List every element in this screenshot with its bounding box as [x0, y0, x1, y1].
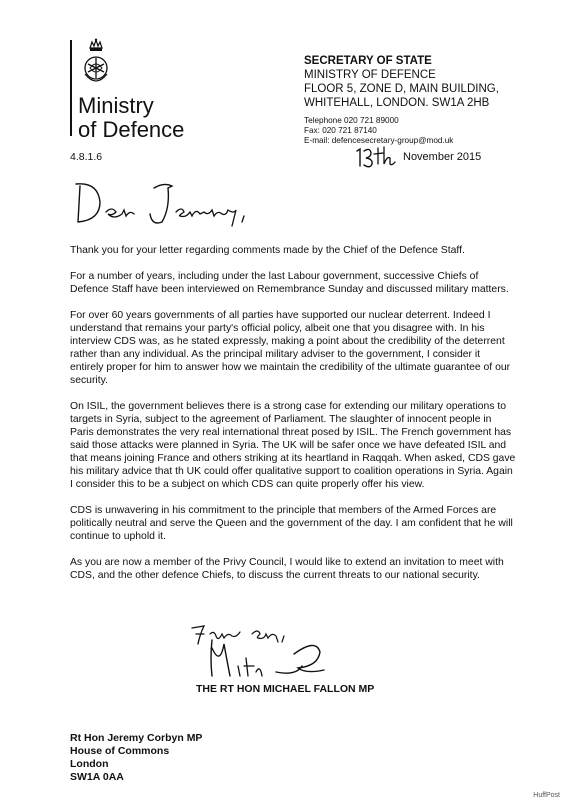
recipient-address: [70, 732, 202, 784]
handwritten-date-day: [354, 146, 396, 170]
date-month-year: November 2015: [403, 151, 482, 163]
logo-line-2: of Defence: [78, 117, 185, 142]
recipient-line-1: Rt Hon Jeremy Corbyn MP: [70, 732, 203, 744]
recipient-line-4: SW1A 0AA: [70, 771, 124, 783]
signatory-name: THE RT HON MICHAEL FALLON MP: [196, 683, 375, 695]
address-line-2: FLOOR 5, ZONE D, MAIN BUILDING,: [304, 83, 499, 95]
email: E-mail: defencesecretary-group@mod.uk: [304, 136, 454, 145]
handwritten-signature: [206, 636, 346, 682]
address-line-1: MINISTRY OF DEFENCE: [304, 69, 436, 81]
paragraph-1: Thank you for your letter regarding comments made by the Chief of the Defence Staff.: [70, 245, 465, 256]
royal-crest-icon: [80, 38, 112, 90]
fax: Fax: 020 721 87140: [304, 126, 377, 135]
paragraph-3: For over 60 years governments of all parties have supported our nuclear deterrent. Indeed I understand that remains your party's official policy, albeit one that you disagree with. In his interview CDS was, as he stated expressly, making a point about the credibility of the deterrent rather than any individual. As the principal military adviser to the government, I consider it entirely proper for him to answer how we maintain the credibility of the ultimate guarantee of our security.: [70, 310, 511, 386]
recipient-line-2: House of Commons: [70, 745, 170, 757]
telephone: Telephone 020 721 89000: [304, 116, 399, 125]
recipient-line-3: London: [70, 758, 109, 770]
address-line-3: WHITEHALL, LONDON. SW1A 2HB: [304, 97, 490, 109]
paragraph-4: On ISIL, the government believes there is a strong case for extending our military operations to targets in Syria, subject to the agreement of Parliament. The slaughter of innocent people in Paris demonstrates the very real international threat posed by ISIL. The French government has said those attacks were planned in Syria. The UK will be safer once we have defeated ISIL and that means joining France and others striking at its heartland in Raqqah. When asked, CDS gave his military advice that th UK could offer qualitative support to coalition operations in Syria. Again I consider this to be a subject on which CDS can quite properly offer his view.: [70, 401, 516, 490]
handwritten-salutation: [68, 178, 258, 230]
ministry-logo-text: [78, 94, 184, 142]
watermark: HuffPost: [533, 792, 560, 799]
paragraph-6: As you are now a member of the Privy Council, I would like to extend an invitation to meet with CDS, and the other defence Chiefs, to discuss the current threats to our national security.: [70, 557, 504, 581]
paragraph-5: CDS is unwavering in his commitment to the principle that members of the Armed Forces are politically neutral and serve the Queen and the government of the day. I am confident that he will continue to uphold it.: [70, 505, 513, 542]
reference-number: 4.8.1.6: [70, 151, 103, 163]
letter-body: [70, 244, 516, 595]
logo-bar: [70, 40, 72, 136]
contact-details: [304, 116, 453, 146]
paragraph-2: For a number of years, including under the last Labour government, successive Chiefs of Defence Staff have been interviewed on Remembrance Sunday and discussed military matters.: [70, 271, 509, 295]
logo-line-1: Ministry: [78, 93, 154, 118]
address-title: SECRETARY OF STATE: [304, 55, 432, 67]
sender-address: [304, 54, 499, 110]
